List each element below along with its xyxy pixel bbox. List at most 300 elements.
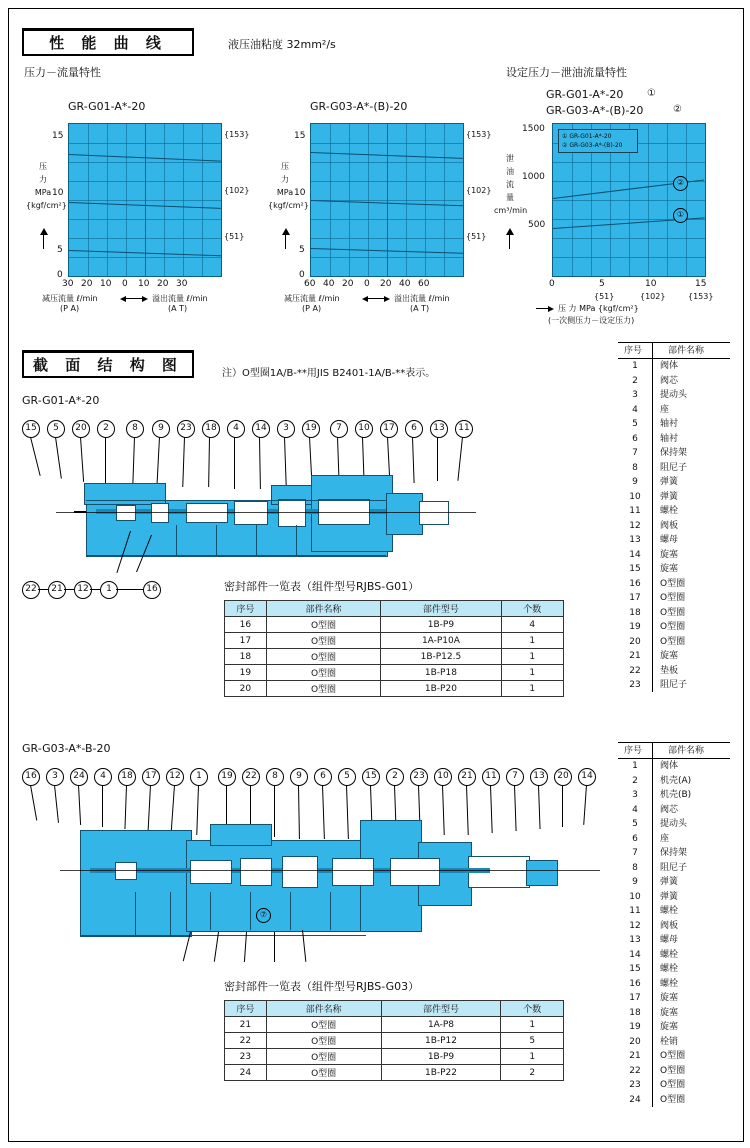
parts-index: 6: [632, 833, 638, 844]
chart1-xlabel-right: 溢出流量 ℓ/min: [152, 294, 208, 303]
callout2-22: 22: [242, 768, 260, 786]
parts-label: 座: [660, 404, 670, 415]
table-row: [225, 617, 564, 633]
cell: O型圈: [266, 1033, 381, 1049]
callout-23: 23: [177, 420, 195, 438]
performance-note: 液压油粘度 32mm²/s: [228, 38, 336, 51]
callout2-12: 12: [166, 768, 184, 786]
cell: 5: [501, 1033, 564, 1049]
callout2-2: 2: [386, 768, 404, 786]
callout-2: 2: [97, 420, 115, 438]
seal-table-1-header-row: [225, 601, 564, 617]
chart3-ytick-500: 500: [528, 220, 546, 230]
parts-index: 3: [632, 390, 638, 400]
parts-label: O型圈: [660, 1051, 686, 1061]
parts-row: [618, 403, 730, 418]
parts-row: [618, 1020, 730, 1035]
section-title-box: [22, 350, 194, 378]
chart2-xtick-l40: 40: [323, 279, 335, 289]
parts-row: [618, 861, 730, 876]
parts-row: [618, 664, 730, 679]
chart2-xtick-r40: 40: [399, 279, 411, 289]
callout-13: 13: [430, 420, 448, 438]
parts-index: 4: [632, 804, 638, 815]
parts-row: [618, 490, 730, 505]
callout-19: 19: [302, 420, 320, 438]
chart1-xtick-0: 0: [122, 279, 128, 289]
parts-label: 保持架: [660, 848, 688, 858]
parts-row: [618, 417, 730, 432]
parts-label: 垫板: [660, 665, 679, 676]
parts-index: 6: [632, 433, 638, 444]
chart3-xtick-alt-102: {102}: [640, 292, 666, 301]
parts-row: [618, 904, 730, 919]
chart1-xlabel-left: 减压流量 ℓ/min: [42, 294, 98, 303]
callout-8: 8: [126, 420, 144, 438]
parts-index: 1: [632, 361, 638, 371]
parts-label: 机壳(A): [660, 775, 692, 786]
callout-10: 10: [355, 420, 373, 438]
callout-3: 3: [277, 420, 295, 438]
parts-index: 11: [629, 906, 641, 916]
parts-label: O型圈: [660, 578, 686, 589]
seal-table-2-header-row: [225, 1001, 564, 1017]
parts-index: 14: [629, 549, 641, 560]
callout-6: 6: [405, 420, 423, 438]
seal-table-2-caption: 密封部件一览表（组件型号RJBS-G03）: [224, 980, 420, 993]
parts-row: [618, 533, 730, 548]
callout2-20: 20: [554, 768, 572, 786]
chart3-ytick-1500: 1500: [522, 124, 545, 134]
parts-index: 3: [632, 790, 638, 800]
callout2-6: 6: [314, 768, 332, 786]
parts-index: 10: [629, 891, 641, 902]
seal-table-2-th-2: 部件型号: [381, 1001, 501, 1017]
parts-row: [618, 991, 730, 1006]
parts-label: 阻尼子: [660, 862, 688, 873]
parts-row: [618, 388, 730, 403]
chart2-xtick-l20: 20: [342, 279, 354, 289]
parts-row: [618, 1093, 730, 1108]
parts-label: 弹簧: [660, 891, 679, 902]
parts-row: [618, 620, 730, 635]
parts-row: [618, 948, 730, 963]
chart2-title: GR-G03-A*-(B)-20: [310, 100, 408, 113]
parts-label: O型圈: [660, 593, 686, 603]
callout2-14: 14: [578, 768, 596, 786]
parts-row: [618, 432, 730, 447]
table-row: [225, 1065, 564, 1081]
table-row: [225, 649, 564, 665]
callout2-5: 5: [338, 768, 356, 786]
drawing-g01-title: GR-G01-A*-20: [22, 394, 100, 407]
seal-table-1-th-2: 部件型号: [381, 601, 501, 617]
parts-label: 座: [660, 833, 670, 844]
parts-label: 阻尼子: [660, 462, 688, 473]
parts-index: 7: [632, 448, 638, 458]
parts-row: [618, 846, 730, 861]
parts-label: 提动头: [660, 390, 688, 400]
table-row: [225, 681, 564, 697]
cell: 1B-P9: [381, 617, 501, 633]
chart2-xlabel-right: 溢出流量 ℓ/min: [394, 294, 450, 303]
parts-row: [618, 977, 730, 992]
parts-list-2-header-1: 部件名称: [668, 746, 705, 756]
parts-row: [618, 461, 730, 476]
parts-list-1-header-0: 序号: [624, 346, 643, 356]
parts-row: [618, 933, 730, 948]
cell: 1: [501, 665, 563, 681]
parts-index: 11: [629, 506, 641, 516]
chart1-ytick-15: 15: [52, 131, 64, 141]
parts-label: 轴衬: [660, 433, 679, 444]
chart3-xtick-alt-153: {153}: [688, 292, 714, 301]
parts-row: [618, 577, 730, 592]
chart2-xlabel-sub-left: (P A): [302, 304, 322, 313]
chart-heading-right: 设定压力－泄油流量特性: [506, 66, 627, 79]
parts-index: 5: [632, 819, 638, 829]
cell: O型圈: [266, 1017, 381, 1033]
section-note: 注）O型圈1A/B-**用JIS B2401-1A/B-**表示。: [222, 368, 436, 379]
chart1-xlabel-sub-left: (P A): [60, 304, 80, 313]
cell: 1A-P8: [381, 1017, 501, 1033]
chart1-plot: [68, 123, 222, 277]
parts-label: 旋塞: [660, 1022, 679, 1032]
parts-index: 22: [629, 665, 641, 676]
seal-table-2-th-1: 部件名称: [266, 1001, 381, 1017]
parts-label: 旋塞: [660, 651, 679, 661]
cell: O型圈: [266, 1065, 381, 1081]
chart3-ylabel: 泄 油 流 量 cm³/min: [494, 154, 528, 215]
callout-15: 15: [22, 420, 40, 438]
cell: 23: [225, 1049, 267, 1065]
chart3-marker-1: ①: [647, 88, 656, 99]
cell: 1: [501, 633, 563, 649]
callout-22: 22: [22, 581, 40, 599]
callout-4: 4: [227, 420, 245, 438]
parts-label: 栓销: [660, 1036, 679, 1047]
parts-index: 9: [632, 877, 638, 887]
callout-11: 11: [455, 420, 473, 438]
chart1-xtick-l10: 10: [100, 279, 112, 289]
parts-index: 15: [629, 964, 641, 974]
chart2-ylabel: 压 力 MPa {kgf/cm²}: [268, 162, 309, 210]
chart2-xlabel-left: 减压流量 ℓ/min: [284, 294, 340, 303]
seal-table-2-th-0: 序号: [225, 1001, 267, 1017]
cell: 1B-P9: [381, 1049, 501, 1065]
parts-label: 阻尼子: [660, 680, 688, 690]
cell: 24: [225, 1065, 267, 1081]
seal-table-1-th-1: 部件名称: [266, 601, 381, 617]
table-row: [225, 665, 564, 681]
callout2-13: 13: [530, 768, 548, 786]
chart2-xtick-r60: 60: [418, 279, 430, 289]
chart3-marker-2: ②: [673, 104, 682, 115]
cell: 1: [501, 1049, 564, 1065]
table-row: [225, 1033, 564, 1049]
chart1-ytick-10: 10: [52, 188, 64, 198]
chart2-ytick-10: 10: [294, 188, 306, 198]
chart1-xtick-r10: 10: [138, 279, 150, 289]
parts-index: 23: [629, 680, 641, 690]
table-row: [225, 633, 564, 649]
parts-label: 阀板: [660, 520, 679, 531]
chart2-xtick-l60: 60: [304, 279, 316, 289]
callout-21: 21: [48, 581, 66, 599]
chart2-ytick-alt-51: {51}: [466, 232, 487, 241]
callout2-21: 21: [458, 768, 476, 786]
parts-index: 2: [632, 375, 638, 386]
parts-row: [618, 1064, 730, 1079]
parts-index: 12: [629, 920, 641, 931]
chart2-xlabel-sub-right: (A T): [410, 304, 430, 313]
section-title: 截 面 结 构 图: [33, 356, 183, 374]
parts-row: [618, 1078, 730, 1093]
parts-label: 螺母: [660, 935, 679, 945]
performance-title-box: [22, 28, 194, 56]
cell: 1A-P10A: [381, 633, 501, 649]
parts-index: 13: [629, 935, 641, 945]
cell: O型圈: [266, 1049, 381, 1065]
parts-label: 螺栓: [660, 906, 679, 916]
chart2-ytick-alt-102: {102}: [466, 186, 492, 195]
callout-18: 18: [202, 420, 220, 438]
cell: O型圈: [266, 665, 381, 681]
parts-row: [618, 962, 730, 977]
parts-index: 19: [629, 1022, 641, 1032]
cell: 1B-P12.5: [381, 649, 501, 665]
chart1-xlabel-sub-right: (A T): [168, 304, 188, 313]
chart1-ytick-alt-51: {51}: [224, 232, 245, 241]
parts-label: O型圈: [660, 636, 686, 647]
parts-label: 旋塞: [660, 564, 679, 574]
parts-label: 阀芯: [660, 804, 679, 815]
parts-index: 4: [632, 404, 638, 415]
parts-row: [618, 817, 730, 832]
chart3-xtick-0: 0: [549, 279, 555, 289]
parts-index: 18: [629, 607, 641, 618]
chart3-xtick-15: 15: [695, 279, 707, 289]
parts-label: 提动头: [660, 819, 688, 829]
parts-index: 20: [629, 1036, 641, 1047]
parts-row: [618, 678, 730, 693]
seal-table-1-th-0: 序号: [225, 601, 267, 617]
parts-label: 旋塞: [660, 549, 679, 560]
parts-label: 旋塞: [660, 1007, 679, 1018]
parts-label: O型圈: [660, 607, 686, 618]
parts-index: 16: [629, 978, 641, 989]
parts-label: 阀体: [660, 361, 679, 371]
callout2-23: 23: [410, 768, 428, 786]
chart3-point-marker-2: ②: [673, 176, 688, 191]
parts-row: [618, 446, 730, 461]
parts-row: [618, 374, 730, 389]
chart3-xtick-10: 10: [645, 279, 657, 289]
parts-row: [618, 1006, 730, 1021]
parts-label: 旋塞: [660, 993, 679, 1003]
parts-index: 23: [629, 1080, 641, 1090]
parts-row: [618, 504, 730, 519]
parts-row: [618, 890, 730, 905]
chart3-xlabel: 压 力 MPa {kgf/cm²}: [558, 304, 639, 313]
parts-index: 19: [629, 622, 641, 632]
chart3-title-2: GR-G03-A*-(B)-20: [546, 104, 644, 117]
chart3-xlabel-sub: (一次侧压力－设定压力): [548, 316, 635, 325]
parts-list-1-header-1: 部件名称: [668, 346, 705, 356]
parts-row: [618, 548, 730, 563]
chart1-ytick-alt-102: {102}: [224, 186, 250, 195]
parts-row: [618, 359, 730, 374]
parts-row: [618, 788, 730, 803]
chart1-ytick-alt-153: {153}: [224, 130, 250, 139]
cell: 1B-P18: [381, 665, 501, 681]
parts-index: 8: [632, 862, 638, 873]
callout2-24: 24: [70, 768, 88, 786]
parts-index: 5: [632, 419, 638, 429]
parts-row: [618, 649, 730, 664]
parts-label: O型圈: [660, 622, 686, 632]
parts-index: 14: [629, 949, 641, 960]
cell: 1: [501, 649, 563, 665]
parts-index: 13: [629, 535, 641, 545]
parts-row: [618, 562, 730, 577]
parts-index: 15: [629, 564, 641, 574]
cell: 18: [225, 649, 267, 665]
chart3-legend-marker-1: ①: [562, 133, 568, 140]
chart3-xtick-alt-51: {51}: [594, 292, 615, 301]
chart1-xtick-l30: 30: [62, 279, 74, 289]
parts-label: 螺栓: [660, 964, 679, 974]
chart1-ytick-5: 5: [57, 245, 63, 255]
callout2-4: 4: [94, 768, 112, 786]
seal-table-1-caption: 密封部件一览表（组件型号RJBS-G01）: [224, 580, 420, 593]
parts-index: 12: [629, 520, 641, 531]
chart2-ytick-0: 0: [299, 270, 305, 280]
cell: 2: [501, 1065, 564, 1081]
parts-label: O型圈: [660, 1094, 686, 1105]
parts-label: 阀板: [660, 920, 679, 931]
parts-index: 10: [629, 491, 641, 502]
callout2-9: 9: [290, 768, 308, 786]
chart1-ylabel: 压 力 MPa {kgf/cm²}: [26, 162, 67, 210]
parts-index: 9: [632, 477, 638, 487]
parts-index: 16: [629, 578, 641, 589]
seal-table-1-th-3: 个数: [501, 601, 563, 617]
cell: 20: [225, 681, 267, 697]
chart1-xtick-l20: 20: [81, 279, 93, 289]
parts-label: 弹簧: [660, 491, 679, 502]
parts-label: O型圈: [660, 1080, 686, 1090]
callout2-16: 16: [22, 768, 40, 786]
parts-row: [618, 774, 730, 789]
cell: 19: [225, 665, 267, 681]
parts-row: [618, 875, 730, 890]
callout2-18: 18: [118, 768, 136, 786]
chart2-xtick-0: 0: [364, 279, 370, 289]
cell: 1: [501, 1017, 564, 1033]
parts-index: 24: [629, 1094, 641, 1105]
callout2-8: 8: [266, 768, 284, 786]
chart3-legend-label-1: GR-G01-A*-20: [569, 133, 612, 140]
cell: O型圈: [266, 681, 381, 697]
chart3-xtick-5: 5: [599, 279, 605, 289]
chart3-legend: [558, 129, 638, 153]
parts-label: 阀体: [660, 761, 679, 771]
chart1-xtick-r20: 20: [157, 279, 169, 289]
callout-1: 1: [100, 581, 118, 599]
chart3-ytick-1000: 1000: [522, 172, 545, 182]
parts-index: 20: [629, 636, 641, 647]
callout-9: 9: [152, 420, 170, 438]
drawing-g03-title: GR-G03-A*-B-20: [22, 742, 111, 755]
cell: O型圈: [266, 649, 381, 665]
cell: O型圈: [266, 617, 381, 633]
cell: 4: [501, 617, 563, 633]
cell: 1B-P12: [381, 1033, 501, 1049]
callout-20: 20: [72, 420, 90, 438]
parts-label: 弹簧: [660, 477, 679, 487]
chart3-title-1: GR-G01-A*-20: [546, 88, 624, 101]
callout2-15: 15: [362, 768, 380, 786]
parts-index: 17: [629, 993, 641, 1003]
parts-index: 17: [629, 593, 641, 603]
parts-label: 机壳(B): [660, 790, 692, 800]
parts-row: [618, 832, 730, 847]
cell: 21: [225, 1017, 267, 1033]
callout-14: 14: [252, 420, 270, 438]
callout2-17: 17: [142, 768, 160, 786]
callout-7: 7: [330, 420, 348, 438]
cell: 1: [501, 681, 563, 697]
cell: 1B-P20: [381, 681, 501, 697]
chart1-ytick-0: 0: [57, 270, 63, 280]
chart-heading-left: 压力－流量特性: [24, 66, 101, 79]
chart2-ytick-15: 15: [294, 131, 306, 141]
callout-5: 5: [47, 420, 65, 438]
seal-table-2-th-3: 个数: [501, 1001, 564, 1017]
parts-index: 7: [632, 848, 638, 858]
parts-index: 2: [632, 775, 638, 786]
callout2-7: 7: [506, 768, 524, 786]
parts-row: [618, 635, 730, 650]
drawing-g01: [56, 465, 476, 575]
table-row: [225, 1049, 564, 1065]
parts-index: 21: [629, 1051, 641, 1061]
chart2-plot: [310, 123, 464, 277]
parts-index: 22: [629, 1065, 641, 1076]
parts-row: [618, 919, 730, 934]
chart3-plot: [552, 123, 706, 277]
parts-row: [618, 759, 730, 774]
parts-label: O型圈: [660, 1065, 686, 1076]
parts-row: [618, 591, 730, 606]
parts-label: 螺栓: [660, 949, 679, 960]
chart3-legend-label-2: GR-G03-A*-(B)-20: [569, 142, 623, 149]
parts-label: 阀芯: [660, 375, 679, 386]
chart1-xtick-r30: 30: [176, 279, 188, 289]
drawing-g03: ⑦: [60, 812, 600, 952]
chart3-point-marker-1: ①: [673, 208, 688, 223]
cell: 1B-P22: [381, 1065, 501, 1081]
chart2-ytick-5: 5: [299, 245, 305, 255]
parts-index: 1: [632, 761, 638, 771]
parts-label: 螺栓: [660, 978, 679, 989]
parts-list-2-header-0: 序号: [624, 746, 643, 756]
parts-row: [618, 519, 730, 534]
callout2-3: 3: [46, 768, 64, 786]
parts-row: [618, 475, 730, 490]
parts-row: [618, 803, 730, 818]
